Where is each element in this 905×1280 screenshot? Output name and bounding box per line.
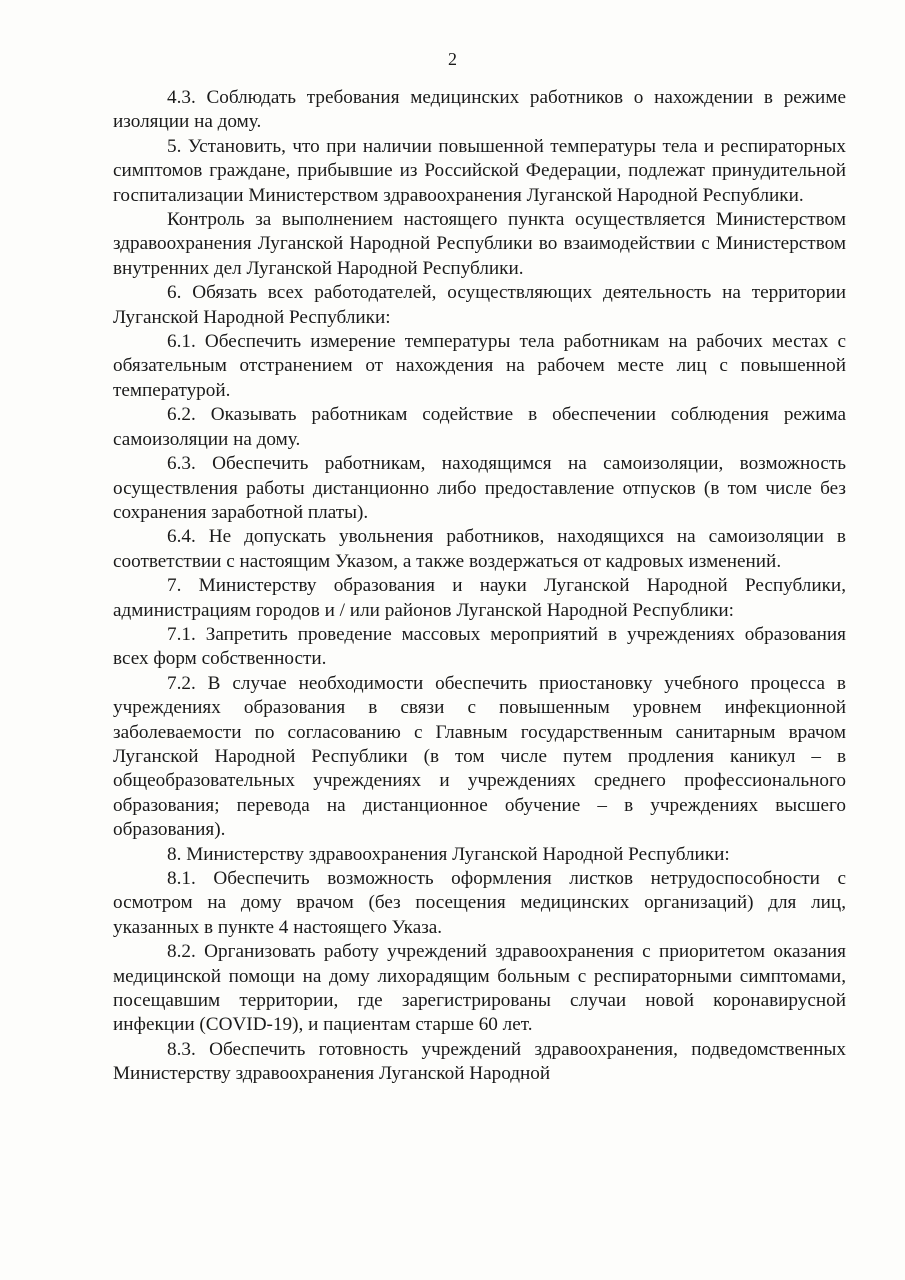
paragraph-7-2: 7.2. В случае необходимости обеспечить приостановку учебного процесса в учреждениях образования в связи с повышенным уровнем инфекционной заболеваемости по согласованию с Главным государственным санитарным врачом Луганской Народной Республики (в том числе путем продления каникул – в общеобразовательных учреждениях и учреждениях среднего профессионального образования; перевода на дистанционное обучение – в учреждениях высшего образования). <box>113 672 846 841</box>
document-body <box>113 86 846 1087</box>
paragraph-4-3: 4.3. Соблюдать требования медицинских работников о нахождении в режиме изоляции на дому. <box>113 87 846 133</box>
paragraph-5-control: Контроль за выполнением настоящего пункта осуществляется Министерством здравоохранения Луганской Народной Республики во взаимодействии с Министерством внутренних дел Луганской Народной Республики. <box>113 209 846 279</box>
paragraph-6-2: 6.2. Оказывать работникам содействие в обеспечении соблюдения режима самоизоляции на дому. <box>113 404 846 450</box>
paragraph-6: 6. Обязать всех работодателей, осуществляющих деятельность на территории Луганской Народной Республики: <box>113 282 846 328</box>
paragraph-6-1: 6.1. Обеспечить измерение температуры тела работникам на рабочих местах с обязательным отстранением от нахождения на рабочем месте лиц с повышенной температурой. <box>113 331 846 401</box>
paragraph-7: 7. Министерству образования и науки Луганской Народной Республики, администрациям городов и / или районов Луганской Народной Республики: <box>113 575 846 621</box>
paragraph-6-4: 6.4. Не допускать увольнения работников, находящихся на самоизоляции в соответствии с настоящим Указом, а также воздержаться от кадровых изменений. <box>113 526 846 572</box>
paragraph-8-2: 8.2. Организовать работу учреждений здравоохранения с приоритетом оказания медицинской помощи на дому лихорадящим больным с респираторными симптомами, посещавшим территории, где зарегистрированы случаи новой коронавирусной инфекции (COVID-19), и пациентам старше 60 лет. <box>113 941 846 1036</box>
paragraph-6-3: 6.3. Обеспечить работникам, находящимся на самоизоляции, возможность осуществления работы дистанционно либо предоставление отпусков (в том числе без сохранения заработной платы). <box>113 453 846 523</box>
paragraph-8: 8. Министерству здравоохранения Луганской Народной Республики: <box>167 843 730 865</box>
paragraph-8-3: 8.3. Обеспечить готовность учреждений здравоохранения, подведомственных Министерству здравоохранения Луганской Народной <box>113 1038 846 1085</box>
page-number: 2 <box>448 49 457 69</box>
paragraph-5: 5. Установить, что при наличии повышенной температуры тела и респираторных симптомов граждане, прибывшие из Российской Федерации, подлежат принудительной госпитализации Министерством здравоохранения Луганской Народной Республики. <box>113 135 846 206</box>
paragraph-7-1: 7.1. Запретить проведение массовых мероприятий в учреждениях образования всех форм собственности. <box>113 623 846 670</box>
paragraph-8-1: 8.1. Обеспечить возможность оформления листков нетрудоспособности с осмотром на дому врачом (без посещения медицинских организаций) для лиц, указанных в пункте 4 настоящего Указа. <box>113 868 846 938</box>
